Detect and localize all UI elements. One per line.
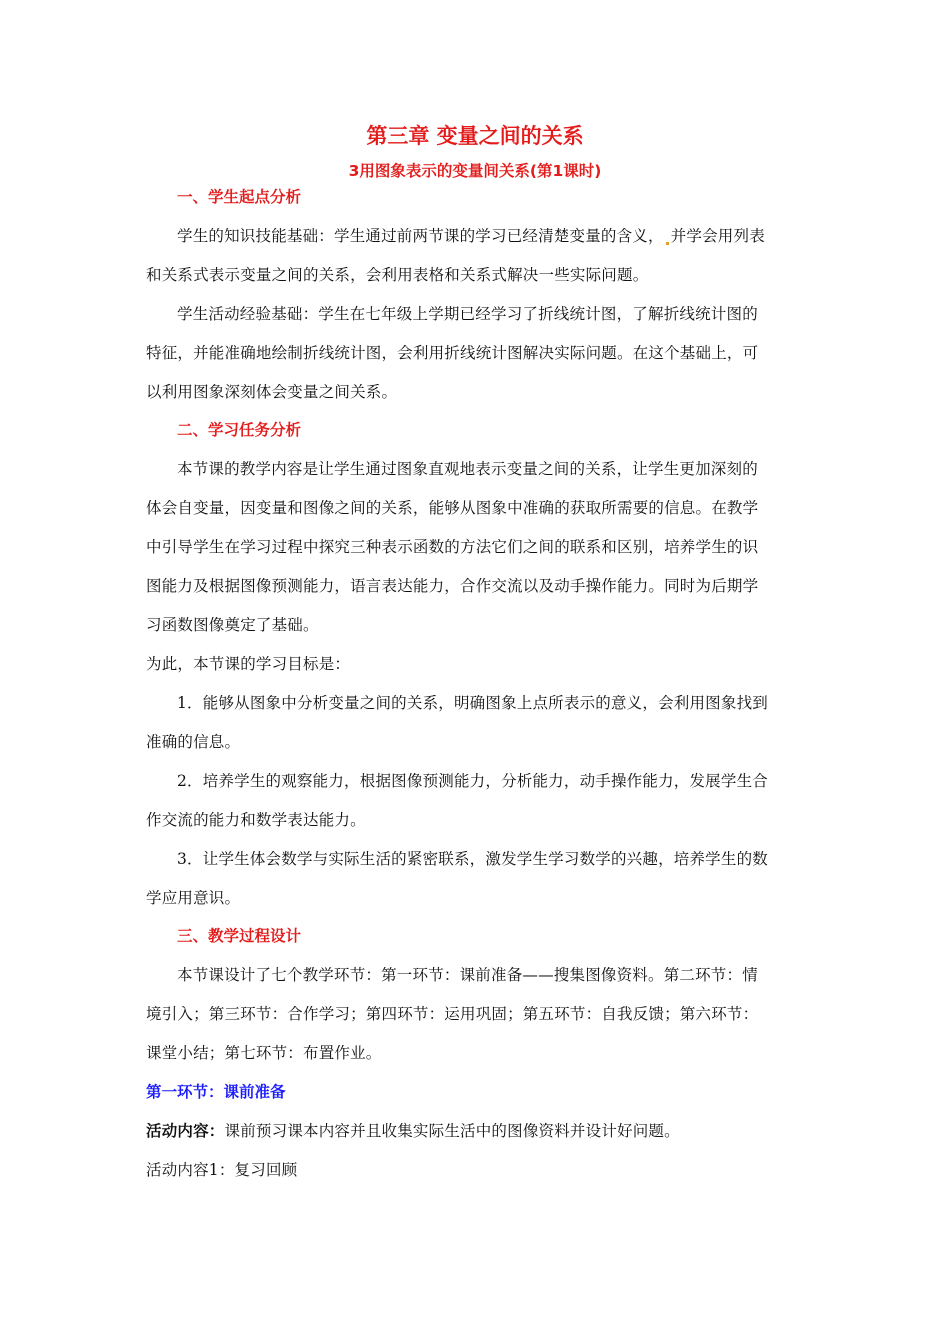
activity-text: 课前预习课本内容并且收集实际生活中的图像资料并设计好问题。 [224,1122,680,1140]
paragraph-line: 中引导学生在学习过程中探究三种表示函数的方法它们之间的联系和区别，培养学生的识 [146,538,759,556]
page-subtitle: 3用图象表示的变量间关系(第1课时) [348,162,602,180]
paragraph-line: 图能力及根据图像预测能力，语言表达能力，合作交流以及动手操作能力。同时为后期学 [146,577,759,595]
paragraph-line: 体会自变量，因变量和图像之间的关系，能够从图象中准确的获取所需要的信息。在教学 [146,499,759,517]
goal-item-3-cont: 学应用意识。 [146,889,241,907]
orange-dot-mark [666,242,669,245]
step1-heading: 第一环节：课前准备 [146,1083,286,1101]
paragraph-line: 课堂小结；第七环节：布置作业。 [146,1044,382,1062]
goal-item-1-cont: 准确的信息。 [146,733,241,751]
section-heading-2: 二、学习任务分析 [177,421,302,439]
goals-lead: 为此，本节课的学习目标是： [146,655,351,673]
activity-label: 活动内容： [146,1122,225,1140]
goal-item-3: 3．让学生体会数学与实际生活的紧密联系，激发学生学习数学的兴趣，培养学生的数 [177,850,768,868]
paragraph-line: 境引入；第三环节：合作学习；第四环节：运用巩固；第五环节：自我反馈；第六环节： [146,1005,759,1023]
paragraph-line: 本节课的教学内容是让学生通过图象直观地表示变量之间的关系，让学生更加深刻的 [177,460,758,478]
section-heading-1: 一、学生起点分析 [177,188,302,206]
paragraph-line: 习函数图像奠定了基础。 [146,616,319,634]
activity-1: 活动内容1：复习回顾 [146,1161,298,1179]
paragraph-line: 学生的知识技能基础：学生通过前两节课的学习已经清楚变量的含义， 并学会用列表 [177,227,765,245]
section-heading-3: 三、教学过程设计 [177,927,302,945]
paragraph-line: 特征，并能准确地绘制折线统计图，会利用折线统计图解决实际问题。在这个基础上，可 [146,344,759,362]
paragraph-line: 学生活动经验基础：学生在七年级上学期已经学习了折线统计图，了解折线统计图的 [177,305,758,323]
page-title: 第三章 变量之间的关系 [366,124,584,148]
goal-item-1: 1．能够从图象中分析变量之间的关系，明确图象上点所表示的意义，会利用图象找到 [177,694,768,712]
paragraph-line: 和关系式表示变量之间的关系，会利用表格和关系式解决一些实际问题。 [146,266,649,284]
goal-item-2: 2．培养学生的观察能力，根据图像预测能力，分析能力，动手操作能力，发展学生合 [177,772,768,790]
activity-content [146,1120,808,1142]
paragraph-line: 本节课设计了七个教学环节：第一环节：课前准备——搜集图像资料。第二环节：情 [177,966,758,984]
goal-item-2-cont: 作交流的能力和数学表达能力。 [146,811,366,829]
paragraph-line: 以利用图象深刻体会变量之间关系。 [146,383,398,401]
